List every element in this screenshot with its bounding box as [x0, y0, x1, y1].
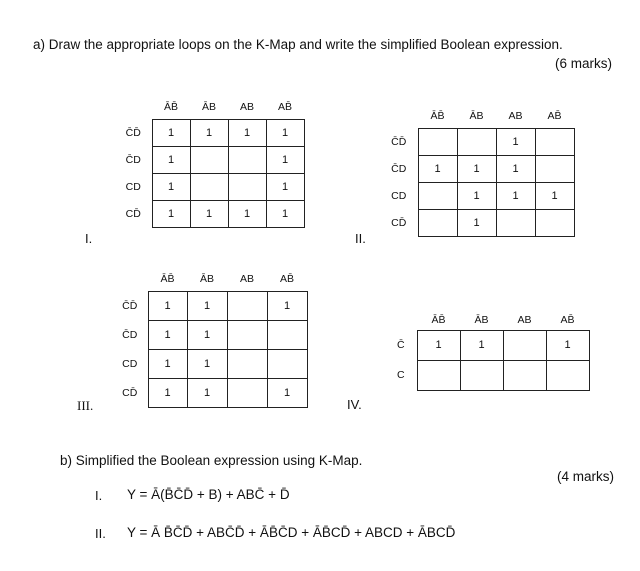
kmap-cell — [190, 173, 228, 200]
kmap-cell: 1 — [190, 200, 228, 227]
kmap-col-header: AB̄ — [547, 109, 562, 122]
kmap-cell — [418, 182, 457, 209]
kmap-row-header: CD — [125, 180, 141, 193]
expr-1: Y = Ā(B̄C̄D̄ + B) + ABC̄ + D̄ — [127, 487, 290, 502]
kmap-cell — [267, 320, 307, 349]
kmap-row-header: C̄ — [396, 339, 405, 351]
kmap-cell — [267, 349, 307, 378]
kmap-row-header: CD̄ — [122, 386, 138, 399]
kmap-cell: 1 — [266, 119, 304, 146]
kmap-col-header: ĀB — [201, 100, 216, 113]
kmap-cell: 1 — [228, 119, 266, 146]
kmap-corner — [385, 310, 417, 330]
question-a-text: a) Draw the appropriate loops on the K-Map and write the simplified Boolean expression. — [33, 37, 563, 52]
kmap-cell — [190, 146, 228, 173]
kmap-cell: 1 — [152, 119, 190, 146]
kmap-col-header: AB — [239, 272, 254, 285]
kmap-cell — [535, 155, 574, 182]
kmap-cell: 1 — [187, 291, 227, 320]
kmap-col-header: AB̄ — [560, 313, 575, 326]
kmap-3 — [112, 267, 308, 408]
kmap-1 — [115, 95, 305, 228]
kmap-cell: 1 — [148, 378, 187, 407]
kmap-cell: 1 — [267, 378, 307, 407]
kmap-cell: 1 — [148, 349, 187, 378]
kmap-cell: 1 — [418, 155, 457, 182]
kmap-col-header: AB — [517, 313, 532, 326]
kmap-col-header: AB̄ — [277, 100, 292, 113]
kmap-cell — [228, 146, 266, 173]
kmap-corner — [380, 104, 418, 128]
kmap-cell — [227, 349, 267, 378]
kmap-col-header: AB — [239, 100, 254, 113]
kmap-row-header: C̄D — [391, 162, 407, 175]
kmap-cell: 1 — [460, 330, 503, 360]
kmap-col-header: ĀB̄ — [430, 109, 445, 122]
kmap-4 — [385, 310, 590, 391]
kmap-corner — [112, 267, 148, 291]
question-b-marks: (4 marks) — [557, 469, 614, 484]
kmap-cell: 1 — [535, 182, 574, 209]
kmap-cell: 1 — [187, 320, 227, 349]
kmap-cell: 1 — [152, 146, 190, 173]
kmap-cell: 1 — [266, 146, 304, 173]
kmap-col-header: ĀB̄ — [431, 313, 446, 326]
question-b-text: b) Simplified the Boolean expression using K-Map. — [60, 453, 363, 468]
kmap-cell: 1 — [266, 173, 304, 200]
kmap-row-header: C̄D̄ — [391, 135, 407, 148]
kmap-3-label: III. — [77, 398, 94, 413]
kmap-cell — [496, 209, 535, 236]
kmap-cell: 1 — [187, 349, 227, 378]
kmap-cell — [503, 330, 546, 360]
kmap-col-header: ĀB — [474, 313, 489, 326]
kmap-cell: 1 — [148, 291, 187, 320]
kmap-cell: 1 — [496, 128, 535, 155]
kmap-cell — [417, 360, 460, 390]
kmap-cell — [546, 360, 589, 390]
kmap-2-label: II. — [355, 231, 366, 246]
kmap-col-header: ĀB — [199, 272, 214, 285]
kmap-col-header: ĀB̄ — [163, 100, 178, 113]
expr-1-num: I. — [95, 488, 103, 503]
kmap-cell — [457, 128, 496, 155]
kmap-cell: 1 — [417, 330, 460, 360]
kmap-2 — [380, 104, 575, 237]
kmap-col-header: AB̄ — [279, 272, 294, 285]
kmap-cell — [418, 209, 457, 236]
kmap-corner — [115, 95, 152, 119]
kmap-cell: 1 — [457, 182, 496, 209]
kmap-cell: 1 — [152, 200, 190, 227]
kmap-cell: 1 — [546, 330, 589, 360]
kmap-cell: 1 — [190, 119, 228, 146]
kmap-col-header: AB — [508, 109, 523, 122]
kmap-row-header: C — [396, 369, 405, 381]
kmap-cell — [228, 173, 266, 200]
kmap-row-header: CD — [122, 357, 138, 370]
kmap-row-header: CD — [391, 189, 407, 202]
kmap-cell: 1 — [457, 155, 496, 182]
kmap-cell — [227, 378, 267, 407]
expr-2-num: II. — [95, 526, 106, 541]
kmap-4-label: IV. — [347, 397, 362, 412]
kmap-row-header: CD̄ — [125, 207, 141, 220]
expr-2: Y = Ā B̄C̄D̄ + ABC̄D̄ + ĀB̄C̄D + ĀB̄CD̄ + ABCD + ĀBCD̄ — [127, 525, 456, 540]
kmap-cell — [227, 291, 267, 320]
kmap-cell: 1 — [267, 291, 307, 320]
kmap-cell: 1 — [228, 200, 266, 227]
kmap-cell: 1 — [496, 182, 535, 209]
kmap-1-label: I. — [85, 231, 93, 246]
kmap-cell: 1 — [266, 200, 304, 227]
kmap-row-header: C̄D̄ — [122, 299, 138, 312]
kmap-row-header: CD̄ — [391, 216, 407, 229]
kmap-cell — [460, 360, 503, 390]
kmap-col-header: ĀB̄ — [160, 272, 175, 285]
kmap-cell — [503, 360, 546, 390]
kmap-cell: 1 — [187, 378, 227, 407]
kmap-cell — [418, 128, 457, 155]
kmap-cell: 1 — [496, 155, 535, 182]
kmap-cell — [227, 320, 267, 349]
kmap-cell: 1 — [457, 209, 496, 236]
kmap-row-header: C̄D — [125, 153, 141, 166]
kmap-row-header: C̄D̄ — [125, 126, 141, 139]
kmap-col-header: ĀB — [469, 109, 484, 122]
question-a-marks: (6 marks) — [555, 56, 612, 71]
kmap-cell: 1 — [148, 320, 187, 349]
kmap-cell — [535, 128, 574, 155]
kmap-row-header: C̄D — [122, 328, 138, 341]
kmap-cell: 1 — [152, 173, 190, 200]
kmap-cell — [535, 209, 574, 236]
